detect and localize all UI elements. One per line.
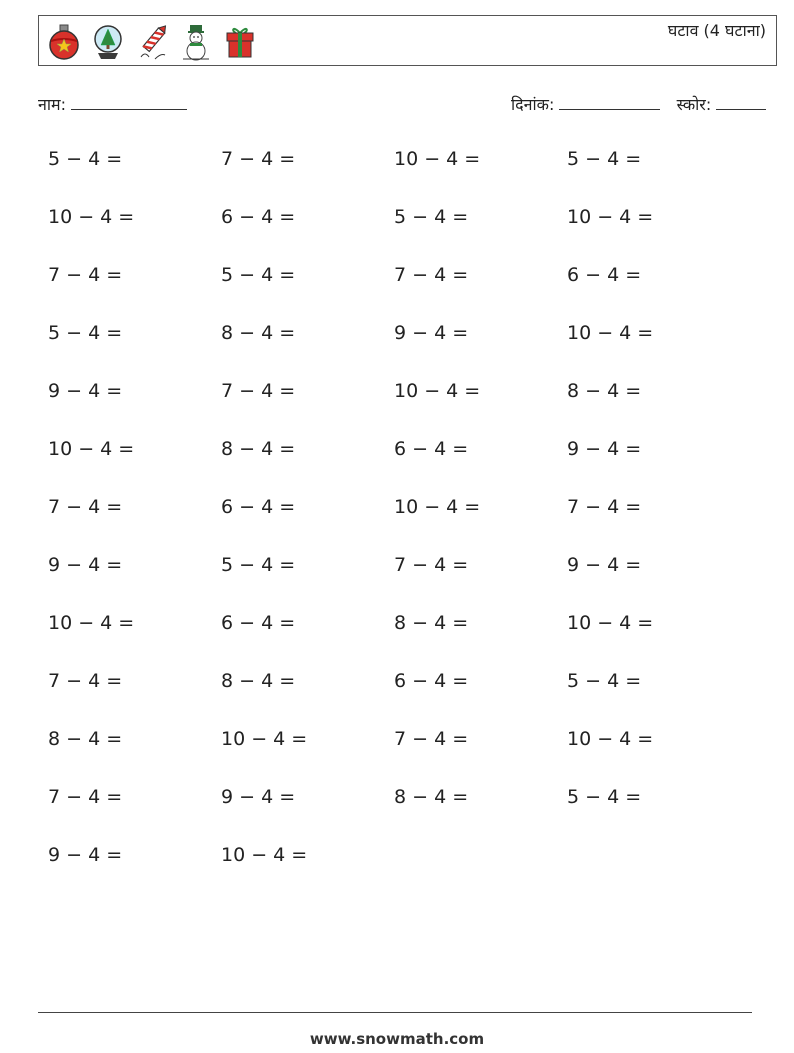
gift-box-icon [221, 21, 259, 63]
name-field [38, 93, 187, 115]
date-blank [559, 95, 660, 110]
problem-item: 6 − 4 = [567, 264, 642, 286]
date-label: दिनांक: [511, 95, 555, 114]
problem-item: 5 − 4 = [48, 148, 123, 170]
problem-item: 8 − 4 = [48, 728, 123, 750]
problem-item: 6 − 4 = [221, 612, 296, 634]
ornament-icon [45, 21, 83, 63]
problem-item: 6 − 4 = [221, 206, 296, 228]
problem-item: 10 − 4 = [394, 148, 481, 170]
problem-item: 7 − 4 = [394, 728, 469, 750]
problem-item: 5 − 4 = [221, 554, 296, 576]
problem-item: 9 − 4 = [567, 554, 642, 576]
firework-rocket-icon [133, 21, 171, 63]
problem-item: 8 − 4 = [221, 670, 296, 692]
problem-item: 10 − 4 = [567, 206, 654, 228]
problem-item: 8 − 4 = [394, 612, 469, 634]
problem-item: 8 − 4 = [567, 380, 642, 402]
problem-item: 10 − 4 = [221, 728, 308, 750]
problem-item: 10 − 4 = [48, 438, 135, 460]
problem-item: 7 − 4 = [394, 554, 469, 576]
problem-item: 7 − 4 = [48, 786, 123, 808]
problem-item: 9 − 4 = [48, 554, 123, 576]
problem-item: 8 − 4 = [221, 322, 296, 344]
problem-item: 7 − 4 = [48, 670, 123, 692]
name-blank [71, 95, 187, 110]
header-icons [45, 20, 259, 64]
problem-item: 9 − 4 = [394, 322, 469, 344]
problem-item: 5 − 4 = [394, 206, 469, 228]
problem-item: 10 − 4 = [394, 380, 481, 402]
problem-item: 6 − 4 = [394, 670, 469, 692]
problem-item: 10 − 4 = [48, 612, 135, 634]
problem-item: 9 − 4 = [48, 380, 123, 402]
problem-item: 10 − 4 = [567, 612, 654, 634]
problem-item: 7 − 4 = [48, 264, 123, 286]
problem-item: 10 − 4 = [48, 206, 135, 228]
problem-item: 9 − 4 = [567, 438, 642, 460]
problem-item: 9 − 4 = [48, 844, 123, 866]
problem-item: 7 − 4 = [567, 496, 642, 518]
problem-item: 5 − 4 = [567, 786, 642, 808]
problem-item: 10 − 4 = [394, 496, 481, 518]
problem-item: 5 − 4 = [567, 148, 642, 170]
problem-item: 7 − 4 = [221, 380, 296, 402]
problem-item: 8 − 4 = [394, 786, 469, 808]
problem-item: 5 − 4 = [48, 322, 123, 344]
problem-item: 10 − 4 = [221, 844, 308, 866]
score-blank [716, 95, 766, 110]
problem-item: 6 − 4 = [394, 438, 469, 460]
date-score-fields [511, 93, 766, 115]
worksheet-header [38, 15, 777, 66]
problem-item: 7 − 4 = [394, 264, 469, 286]
problem-item: 5 − 4 = [221, 264, 296, 286]
problem-item: 7 − 4 = [221, 148, 296, 170]
problem-grid [48, 130, 740, 884]
problem-item: 10 − 4 = [567, 728, 654, 750]
problem-item: 9 − 4 = [221, 786, 296, 808]
snowman-icon [177, 21, 215, 63]
problem-item: 7 − 4 = [48, 496, 123, 518]
score-label: स्कोर: [676, 95, 712, 114]
problem-item: 10 − 4 = [567, 322, 654, 344]
footer-divider [38, 1012, 752, 1013]
problem-item: 6 − 4 = [221, 496, 296, 518]
snow-globe-icon [89, 21, 127, 63]
name-label: नाम: [38, 95, 66, 114]
worksheet-title: घटाव (4 घटाना) [667, 21, 766, 40]
problem-item: 5 − 4 = [567, 670, 642, 692]
problem-item: 8 − 4 = [221, 438, 296, 460]
footer-url: www.snowmath.com [309, 1030, 485, 1048]
